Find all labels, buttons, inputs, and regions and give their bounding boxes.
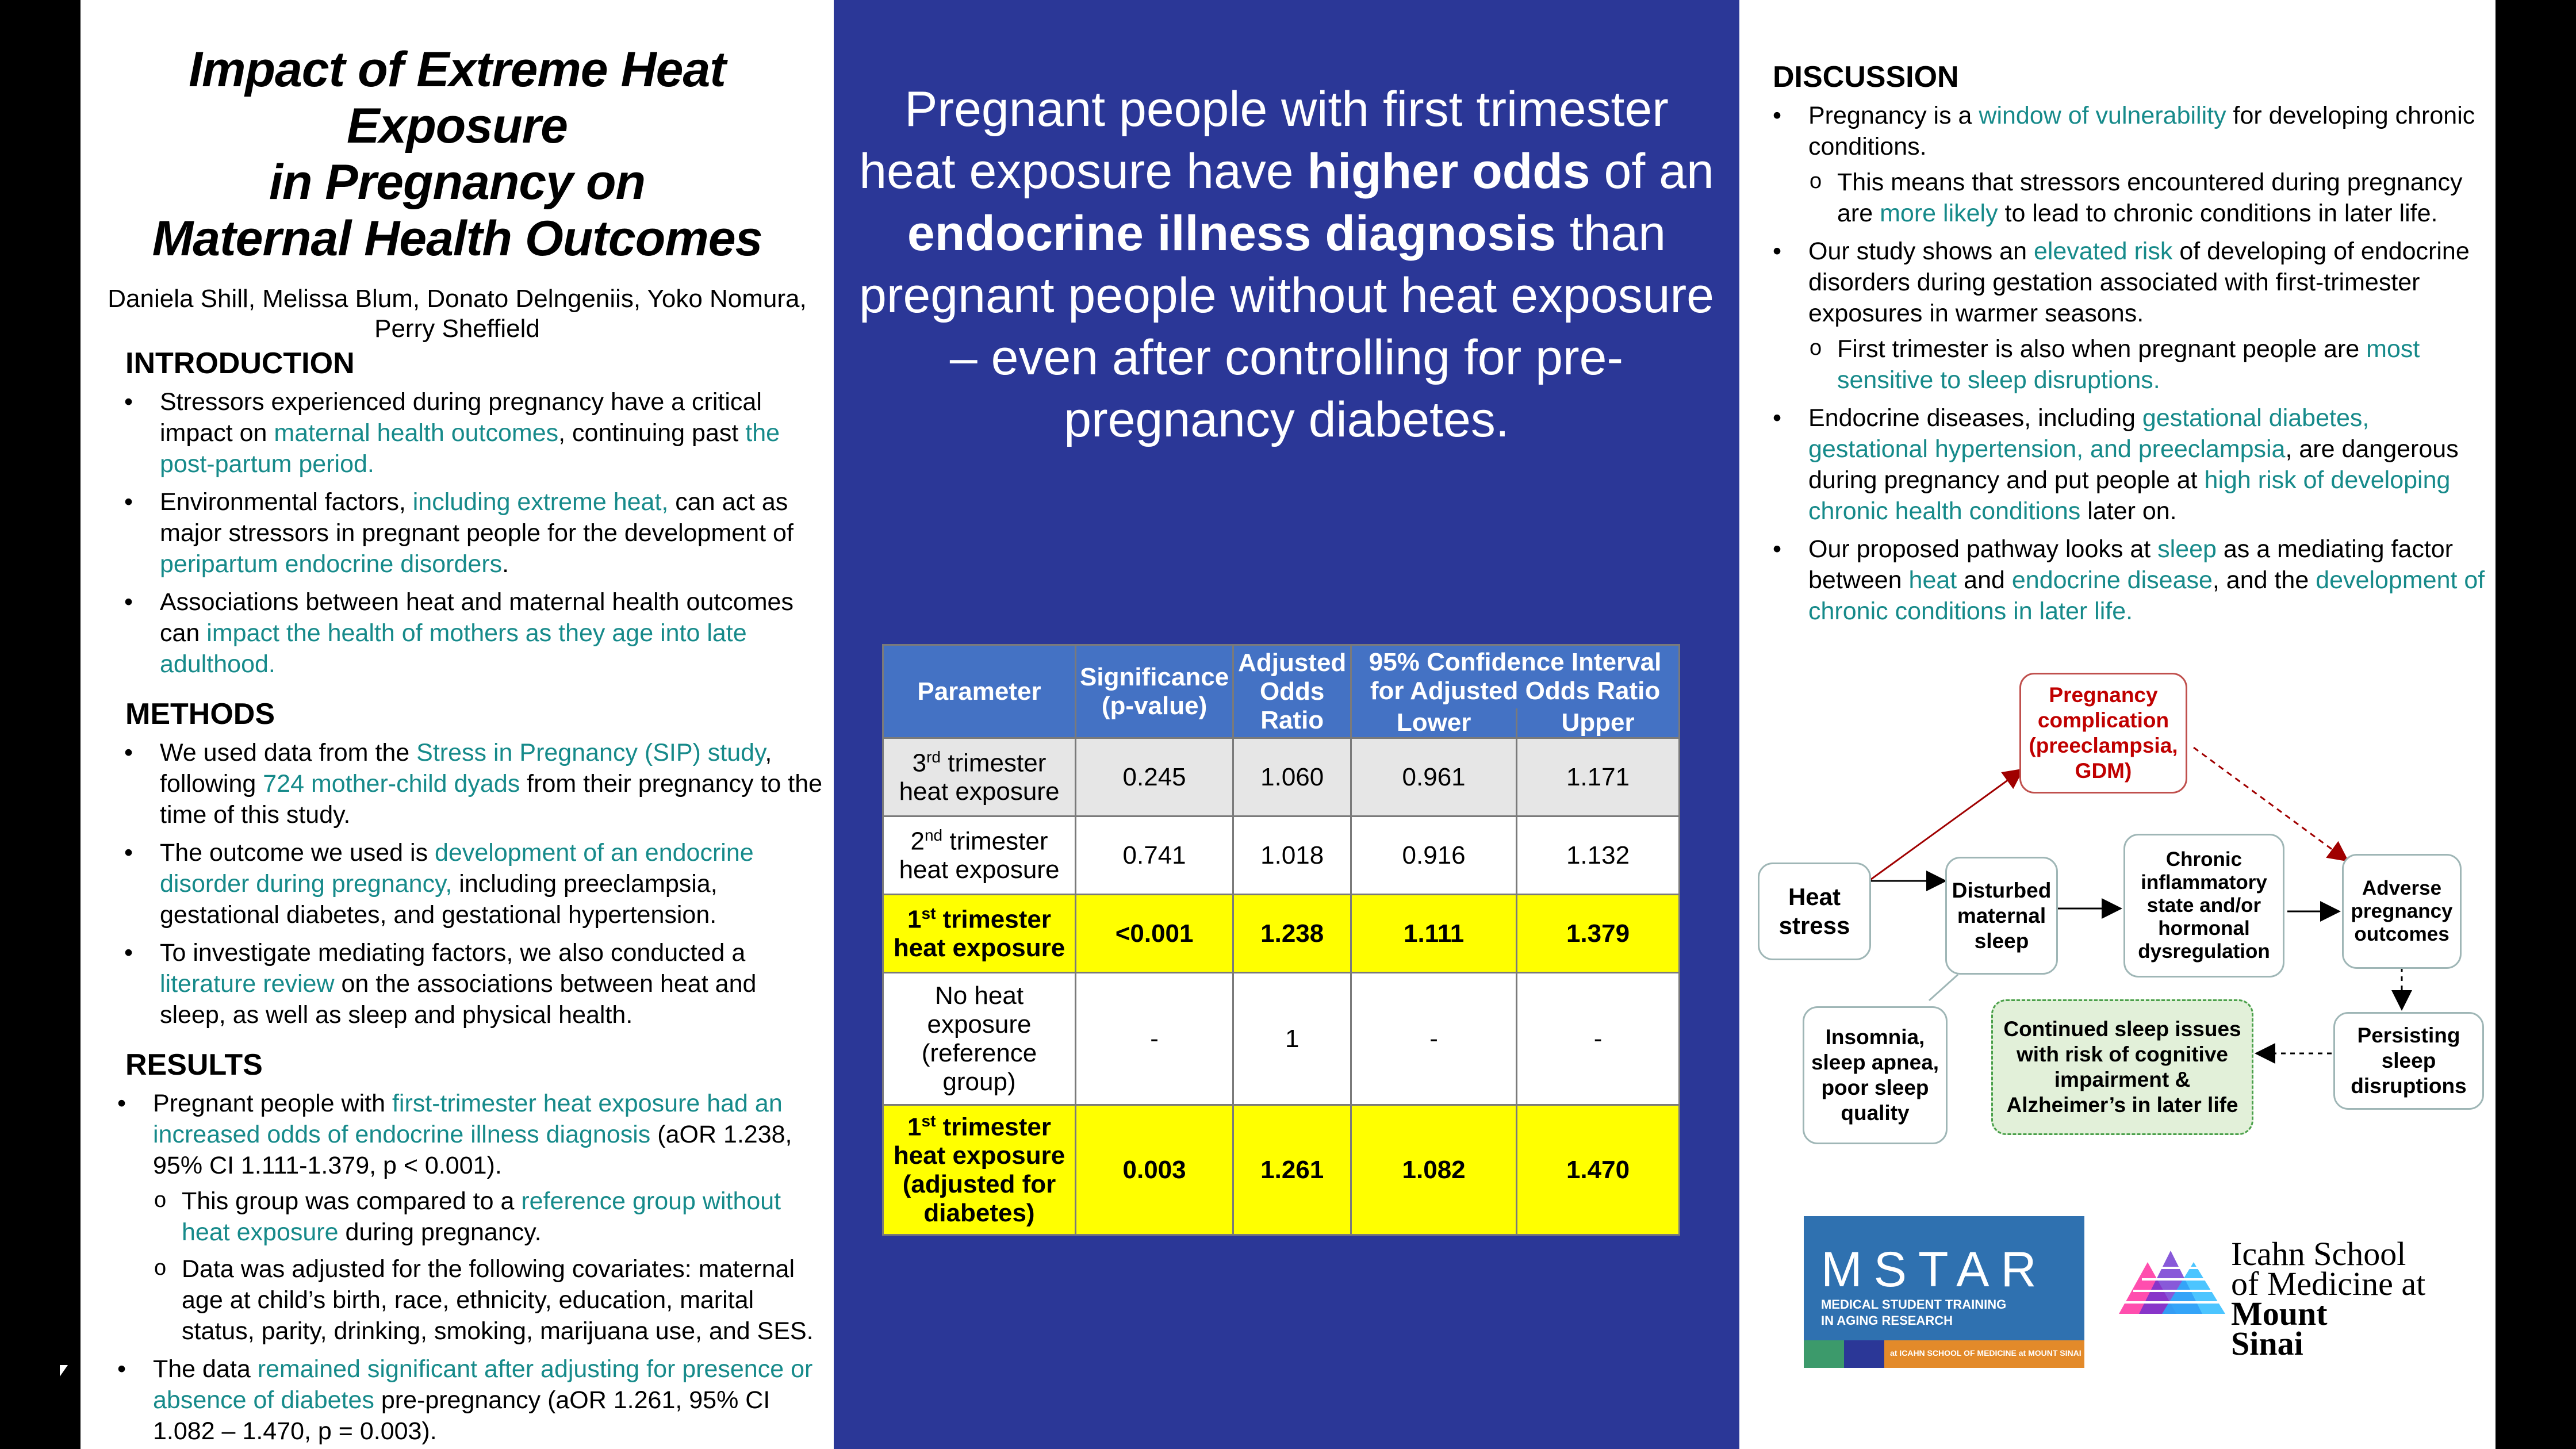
table-cell: 1.261 — [1233, 1105, 1351, 1235]
text: , continuing past — [558, 419, 746, 447]
table-cell: 1.238 — [1233, 895, 1351, 973]
table-cell: 0.003 — [1076, 1105, 1233, 1235]
highlight-text: Stress in Pregnancy (SIP) study — [416, 739, 765, 766]
text: Pregnancy is a — [1808, 102, 1979, 129]
results-list — [80, 1088, 834, 1447]
text: nd — [924, 826, 943, 844]
discussion-heading: DISCUSSION — [1773, 60, 1959, 94]
title-line: Impact of Extreme Heat Exposure — [189, 42, 726, 154]
list-item — [160, 737, 834, 830]
highlight-text: most sensitive to sleep disruptions. — [1837, 335, 2420, 394]
text: of developing of endocrine disorders during gestation associated with first-trimester exposures in warmer seasons. — [1808, 237, 2470, 327]
text: st — [921, 904, 936, 922]
text: To investigate mediating factors, we also conducted a — [160, 939, 746, 967]
highlight-text: high risk of developing chronic health conditions — [1808, 466, 2451, 525]
table-row — [883, 816, 1680, 895]
text: during pregnancy. — [338, 1218, 542, 1246]
text: Stressors experienced during pregnancy have a critical impact on — [160, 388, 762, 447]
highlight-text: elevated risk — [2033, 237, 2173, 265]
table-cell: <0.001 — [1076, 895, 1233, 973]
discussion-sublist — [1808, 167, 2490, 229]
table-header-row — [883, 645, 1680, 708]
highlight-text: 724 mother-child dyads — [263, 770, 520, 798]
text: First trimester is also when pregnant people are — [1837, 335, 2367, 363]
mstar-stripe — [1804, 1340, 2084, 1368]
text: , and the — [2212, 566, 2316, 594]
methods-heading: METHODS — [125, 697, 275, 731]
introduction-list — [80, 386, 834, 680]
table-cell: 1.111 — [1351, 895, 1517, 973]
table-cell: - — [1076, 973, 1233, 1105]
text: This means that stressors encountered during pregnancy are — [1837, 168, 2463, 227]
mstar-subtitle — [1821, 1297, 2006, 1329]
stripe-block — [1844, 1340, 1884, 1368]
text: Pregnant people with — [153, 1090, 392, 1117]
text: 1 — [907, 1113, 922, 1141]
header-significance: Significance (p-value) — [1076, 645, 1233, 738]
text: rd — [926, 747, 941, 766]
text: can act as major stressors in pregnant people for the development of — [160, 488, 793, 547]
link-sleep-to-insomnia — [1929, 975, 1958, 1000]
highlight-text: heat — [1908, 566, 1957, 594]
text: Our proposed pathway looks at — [1808, 535, 2158, 563]
poster-title — [80, 41, 834, 267]
text: We used data from the — [160, 739, 417, 766]
list-item — [1808, 534, 2496, 627]
highlight-text: development of an endocrine disorder during pregnancy, — [160, 839, 754, 898]
highlight-text: gestational diabetes, gestational hypertension, and preeclampsia — [1808, 404, 2370, 463]
text: , following — [160, 739, 772, 798]
middle-column — [834, 0, 1739, 1449]
text: for developing chronic conditions. — [1808, 102, 2475, 160]
highlight-text: endocrine disease — [2011, 566, 2213, 594]
text: 2 — [910, 827, 925, 856]
text: of Medicine at — [2231, 1265, 2426, 1302]
table-cell — [883, 895, 1076, 973]
text: Environmental factors, — [160, 488, 413, 516]
highlight-text: peripartum endocrine disorders — [160, 550, 503, 578]
table-cell: 1.018 — [1233, 816, 1351, 895]
list-item — [182, 1254, 828, 1347]
table-cell: 1.379 — [1517, 895, 1680, 973]
table-cell — [883, 1105, 1076, 1235]
node-disturbed-sleep: Disturbed maternal sleep — [1945, 857, 2058, 975]
list-item — [160, 837, 834, 930]
list-item — [153, 1088, 834, 1347]
title-line: in Pregnancy on — [269, 155, 646, 210]
text: Icahn School — [2231, 1235, 2406, 1272]
table-cell: 0.916 — [1351, 816, 1517, 895]
stripe-block — [1804, 1340, 1844, 1368]
text: Mount — [2231, 1295, 2328, 1332]
text — [2231, 1325, 2425, 1362]
list-item — [153, 1354, 834, 1447]
table-cell: 1.132 — [1517, 816, 1680, 895]
header-lower: Lower — [1351, 708, 1517, 738]
discussion-sublist — [1808, 334, 2490, 396]
highlight-text: more likely — [1880, 200, 1998, 227]
header-upper: Upper — [1517, 708, 1680, 738]
list-item — [1808, 100, 2496, 229]
table-cell — [883, 738, 1076, 816]
text: and — [1957, 566, 2012, 594]
mouse-cursor-icon — [60, 1365, 68, 1377]
node-continued-sleep-issues: Continued sleep issues with risk of cognitive impairment & Alzheimer’s in later life — [1991, 999, 2253, 1135]
text: Pregnant people with first trimester heat exposure have — [859, 82, 1669, 199]
sinai-wordmark — [2231, 1235, 2426, 1362]
text: Sinai — [2231, 1325, 2303, 1362]
text: Our study shows an — [1808, 237, 2034, 265]
list-item — [160, 486, 834, 580]
results-table — [882, 644, 1680, 1236]
text: trimester heat exposure — [899, 827, 1060, 884]
introduction-heading: INTRODUCTION — [125, 347, 355, 380]
pathway-diagram — [1739, 667, 2496, 1150]
text: 1 — [907, 905, 922, 934]
text: than pregnant people without heat exposure – even after controlling for pre-pregnancy diabetes. — [859, 206, 1714, 447]
results-heading: RESULTS — [125, 1048, 263, 1082]
text: from their pregnancy to the time of this study. — [160, 770, 823, 829]
list-item — [1837, 334, 2490, 396]
table-cell: 0.961 — [1351, 738, 1517, 816]
text: (aOR 1.238, 95% CI 1.111-1.379, p < 0.001). — [153, 1121, 792, 1179]
node-heat-stress: Heat stress — [1758, 862, 1871, 960]
highlight-text: maternal health outcomes — [274, 419, 559, 447]
table-row — [883, 1105, 1680, 1235]
table-row — [883, 895, 1680, 973]
table-cell: - — [1517, 973, 1680, 1105]
table-cell: 0.741 — [1076, 816, 1233, 895]
list-item — [160, 586, 834, 680]
list-item — [160, 386, 834, 480]
title-line: Maternal Health Outcomes — [152, 211, 762, 266]
mount-sinai-logo — [2113, 1228, 2481, 1366]
table-cell: - — [1351, 973, 1517, 1105]
text: trimester heat exposure — [893, 905, 1065, 963]
highlight-text: development of chronic conditions in later life. — [1808, 566, 2485, 625]
text: later on. — [2080, 497, 2177, 525]
highlight-text: the post-partum period. — [160, 419, 780, 478]
left-column — [80, 0, 834, 1449]
list-item — [182, 1186, 828, 1248]
text: on the associations between heat and sleep, as well as sleep and physical health. — [160, 970, 757, 1029]
text: of an — [1590, 144, 1714, 199]
text: Associations between heat and maternal health outcomes can — [160, 588, 793, 647]
mstar-wordmark: MSTAR — [1821, 1242, 2048, 1297]
table-cell: 1.082 — [1351, 1105, 1517, 1235]
table-cell — [883, 816, 1076, 895]
table-row — [883, 738, 1680, 816]
authors: Daniela Shill, Melissa Blum, Donato Delngeniis, Yoko Nomura, Perry Sheffield — [108, 285, 807, 343]
methods-list — [80, 737, 834, 1030]
highlight-text: impact the health of mothers as they age into late adulthood. — [160, 619, 747, 678]
text: Data was adjusted for the following covariates: maternal age at child’s birth, race, ethnicity, education, marital status, parity, drinking, smoking, marijuana use, and SES. — [182, 1255, 814, 1345]
header-ci: 95% Confidence Interval for Adjusted Odds Ratio — [1351, 645, 1680, 708]
node-chronic-inflammatory: Chronic inflammatory state and/or hormonal dysregulation — [2123, 834, 2284, 977]
node-pregnancy-complication: Pregnancy complication (preeclampsia, GDM) — [2019, 673, 2187, 793]
discussion-list — [1739, 100, 2496, 627]
highlight-text: remained significant after adjusting for presence or absence of diabetes — [153, 1355, 813, 1414]
text: including preeclampsia, gestational diabetes, and gestational hypertension. — [160, 870, 718, 929]
text: . — [502, 550, 509, 578]
highlight-text: including extreme heat, — [412, 488, 669, 516]
node-insomnia: Insomnia, sleep apnea, poor sleep quality — [1803, 1006, 1948, 1144]
text: The outcome we used is — [160, 839, 435, 867]
highlight-text: sleep — [2157, 535, 2217, 563]
list-item — [1808, 236, 2496, 396]
text: to lead to chronic conditions in later life. — [1998, 200, 2438, 227]
key-finding-headline — [857, 78, 1716, 451]
list-item — [1808, 402, 2496, 527]
node-adverse-outcomes: Adverse pregnancy outcomes — [2342, 854, 2462, 969]
list-item — [1837, 167, 2490, 229]
text: pre-pregnancy (aOR 1.261, 95% CI 1.082 – 1.470, p = 0.003). — [153, 1386, 770, 1445]
sinai-mark-icon — [2113, 1239, 2228, 1320]
mstar-logo — [1804, 1216, 2084, 1368]
highlight-text: literature review — [160, 970, 335, 998]
text: , are dangerous during pregnancy and put people at — [1808, 435, 2459, 494]
results-sublist — [153, 1186, 828, 1347]
text: as a mediating factor between — [1808, 535, 2454, 594]
text: MEDICAL STUDENT TRAINING — [1821, 1297, 2007, 1312]
text: trimester heat exposure — [899, 749, 1060, 806]
text: 3 — [912, 749, 927, 777]
highlight-text: first-trimester heat exposure had an increased odds of endocrine illness diagnosis — [153, 1090, 783, 1148]
table-cell: No heat exposure (reference group) — [883, 973, 1076, 1105]
table-cell: 1.470 — [1517, 1105, 1680, 1235]
text: This group was compared to a — [182, 1187, 522, 1215]
highlight-text: window of vulnerability — [1979, 102, 2226, 129]
text: The data — [153, 1355, 258, 1383]
highlight-text: reference group without heat exposure — [182, 1187, 781, 1246]
text: IN AGING RESEARCH — [1821, 1313, 1953, 1328]
text: at ICAHN SCHOOL OF MEDICINE at MOUNT SINAI — [1890, 1348, 2082, 1358]
table-cell: 1 — [1233, 973, 1351, 1105]
text: trimester heat exposure (adjusted for diabetes) — [893, 1113, 1065, 1228]
table-cell: 1.171 — [1517, 738, 1680, 816]
bold-text: higher odds — [1307, 144, 1590, 199]
table-cell: 0.245 — [1076, 738, 1233, 816]
text: st — [921, 1111, 936, 1130]
bold-text: endocrine illness diagnosis — [907, 206, 1556, 261]
list-item — [160, 937, 834, 1030]
table-cell: 1.060 — [1233, 738, 1351, 816]
right-column — [1739, 0, 2496, 1449]
header-aor: Adjusted Odds Ratio — [1233, 645, 1351, 738]
header-parameter: Parameter — [883, 645, 1076, 738]
node-persisting-disruptions: Persisting sleep disruptions — [2333, 1012, 2484, 1110]
table-row — [883, 973, 1680, 1105]
text: Endocrine diseases, including — [1808, 404, 2142, 432]
